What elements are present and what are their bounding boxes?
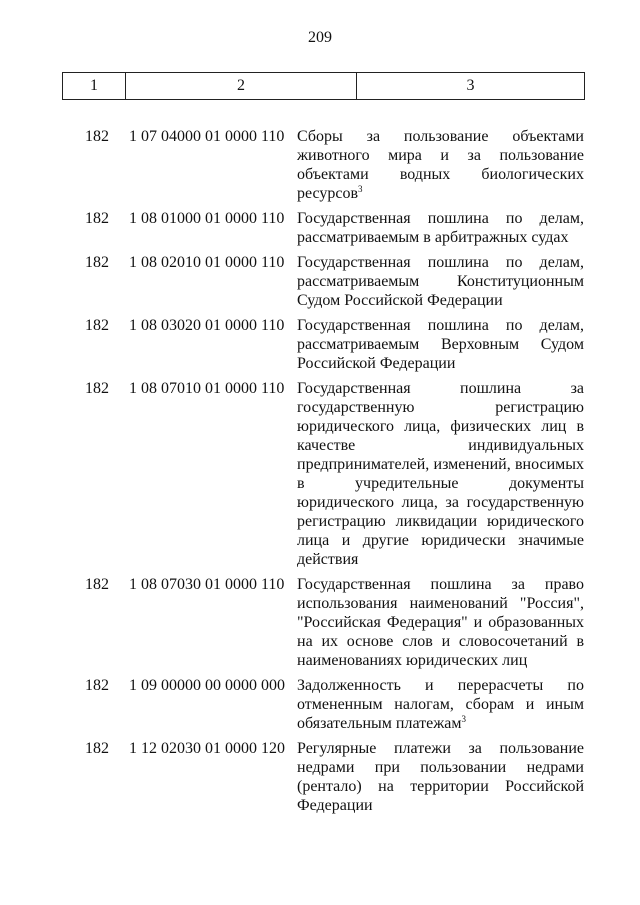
budget-code: 1 08 03020 01 0000 110: [129, 317, 285, 334]
page-number: 209: [308, 29, 332, 46]
income-name: [297, 379, 584, 569]
income-name-text: Регулярные платежи за пользование недрами при пользовании недрами (рентало) на территории Российской Федерации: [297, 740, 584, 814]
table-row: [0, 127, 640, 203]
table-row: [0, 676, 640, 733]
budget-code: 1 09 00000 00 0000 000: [129, 677, 285, 694]
table-row: [0, 739, 640, 815]
admin-code: 182: [85, 576, 109, 593]
table-row: [0, 379, 640, 569]
budget-code: 1 07 04000 01 0000 110: [129, 128, 285, 145]
budget-code: 1 08 07030 01 0000 110: [129, 576, 285, 593]
income-name-text: Государственная пошлина за государственную регистрацию юридического лица, физических лиц в качестве индивидуальных предпринимателей, изменений, вносимых в учредительные документы юридического лица, за государственную регистрацию ликвидации юридического лица и другие юридически значимые действия: [297, 380, 584, 568]
income-name: [297, 575, 584, 670]
income-name: [297, 316, 584, 373]
column-header-2: 2: [126, 73, 357, 100]
budget-code: 1 08 07010 01 0000 110: [129, 380, 285, 397]
income-name-text: Сборы за пользование объектами животного мира и за пользование объектами водных биологических ресурсов: [297, 128, 584, 202]
budget-code: 1 08 02010 01 0000 110: [129, 254, 285, 271]
admin-code: 182: [85, 128, 109, 145]
income-codes-list: [0, 127, 640, 821]
table-row: [0, 253, 640, 310]
admin-code: 182: [85, 317, 109, 334]
income-name-text: Задолженность и перерасчеты по отмененным налогам, сборам и иным обязательным платежам: [297, 677, 584, 732]
column-header-table: [62, 72, 585, 100]
column-header-1: 1: [63, 73, 126, 100]
income-name: [297, 253, 584, 310]
table-row: [0, 316, 640, 373]
column-header-3: 3: [357, 73, 585, 100]
footnote-mark: 3: [461, 714, 467, 724]
admin-code: 182: [85, 380, 109, 397]
admin-code: 182: [85, 210, 109, 227]
table-row: [0, 575, 640, 670]
income-name: [297, 739, 584, 815]
admin-code: 182: [85, 677, 109, 694]
footnote-mark: 3: [358, 184, 363, 194]
income-name-text: Государственная пошлина по делам, рассматриваемым в арбитражных судах: [297, 210, 584, 246]
admin-code: 182: [85, 254, 109, 271]
table-row: [0, 209, 640, 247]
income-name-text: Государственная пошлина по делам, рассматриваемым Верховным Судом Российской Федерации: [297, 317, 584, 372]
income-name: [297, 127, 584, 203]
income-name: [297, 209, 584, 247]
budget-code: 1 12 02030 01 0000 120: [129, 740, 285, 757]
income-name: [297, 676, 584, 733]
budget-code: 1 08 01000 01 0000 110: [129, 210, 285, 227]
income-name-text: Государственная пошлина за право использования наименований "Россия", "Российская Федерация" и образованных на их основе слов и словосочетаний в наименованиях юридических лиц: [297, 576, 584, 669]
income-name-text: Государственная пошлина по делам, рассматриваемым Конституционным Судом Российской Федерации: [297, 254, 584, 309]
admin-code: 182: [85, 740, 109, 757]
